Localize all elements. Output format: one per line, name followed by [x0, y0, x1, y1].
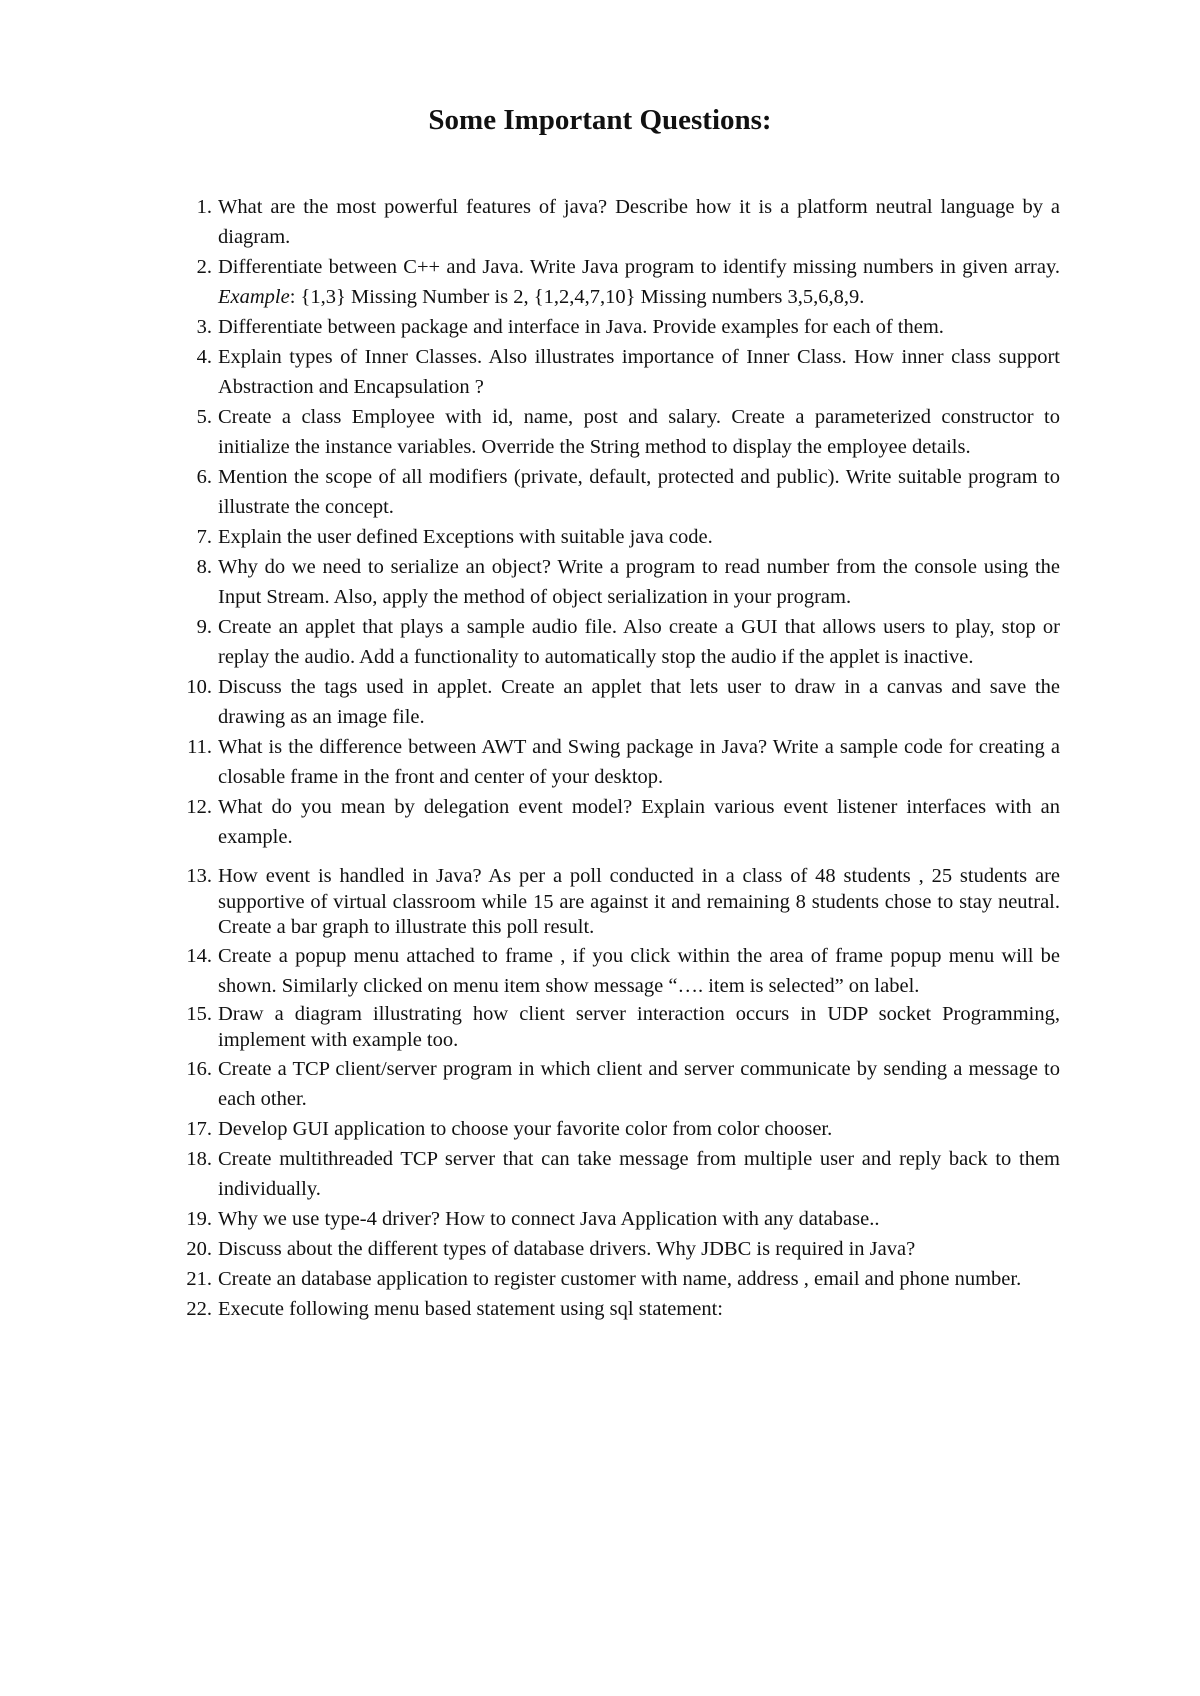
question-text: How event is handled in Java? As per a poll conducted in a class of 48 students , 25 students are supportive of virtual classroom while 15 are against it and remaining 8 students chose to stay neutral. Create a bar graph to illustrate this poll result.	[218, 865, 1060, 938]
question-item	[176, 941, 1060, 1001]
question-number: 20.	[186, 1237, 212, 1260]
question-number: 6.	[196, 466, 212, 488]
question-text: Differentiate between package and interface in Java. Provide examples for each of them.	[218, 316, 944, 338]
question-number: 2.	[196, 256, 212, 278]
question-text	[218, 256, 1060, 308]
question-item	[176, 1144, 1060, 1204]
question-text: Create a TCP client/server program in which client and server communicate by sending a message to each other.	[218, 1057, 1060, 1110]
question-number: 15.	[186, 1002, 212, 1025]
question-text: What are the most powerful features of java? Describe how it is a platform neutral language by a diagram.	[218, 196, 1060, 248]
question-text-part: Differentiate between C++ and Java. Write Java program to identify missing numbers in given array.	[218, 256, 1060, 278]
question-item	[176, 792, 1060, 852]
question-text: Develop GUI application to choose your favorite color from color chooser.	[218, 1117, 833, 1140]
question-list	[176, 192, 1060, 1324]
question-text: Discuss the tags used in applet. Create an applet that lets user to draw in a canvas and save the drawing as an image file.	[218, 676, 1060, 728]
example-emphasis: Example	[218, 286, 290, 308]
question-text: Create multithreaded TCP server that can take message from multiple user and reply back to them individually.	[218, 1147, 1060, 1200]
question-item	[176, 1204, 1060, 1234]
question-item	[176, 1054, 1060, 1114]
question-number: 1.	[196, 196, 212, 218]
question-item	[176, 252, 1060, 312]
question-number: 14.	[186, 944, 212, 967]
question-number: 13.	[186, 865, 212, 887]
question-number: 8.	[196, 556, 212, 578]
question-number: 18.	[186, 1147, 212, 1170]
question-number: 10.	[186, 676, 212, 698]
question-item	[176, 522, 1060, 552]
question-text: Create an applet that plays a sample audio file. Also create a GUI that allows users to play, stop or replay the audio. Add a functionality to automatically stop the audio if the applet is inactive.	[218, 616, 1060, 668]
question-text: Create an database application to register customer with name, address , email and phone number.	[218, 1267, 1022, 1290]
question-item	[176, 552, 1060, 612]
question-text: Execute following menu based statement using sql statement:	[218, 1297, 723, 1320]
question-number: 4.	[196, 346, 212, 368]
question-item	[176, 1001, 1060, 1054]
question-text: Draw a diagram illustrating how client server interaction occurs in UDP socket Programming, implement with example too.	[218, 1002, 1060, 1051]
question-item	[176, 1294, 1060, 1324]
question-text: Why do we need to serialize an object? Write a program to read number from the console using the Input Stream. Also, apply the method of object serialization in your program.	[218, 556, 1060, 608]
question-text: What is the difference between AWT and Swing package in Java? Write a sample code for creating a closable frame in the front and center of your desktop.	[218, 736, 1060, 788]
question-item	[176, 612, 1060, 672]
question-number: 17.	[186, 1117, 212, 1140]
question-text: Explain types of Inner Classes. Also illustrates importance of Inner Class. How inner class support Abstraction and Encapsulation ?	[218, 346, 1060, 398]
question-item	[176, 864, 1060, 941]
question-text: Create a popup menu attached to frame , if you click within the area of frame popup menu will be shown. Similarly clicked on menu item show message “…. item is selected” on label.	[218, 944, 1060, 997]
question-number: 12.	[186, 796, 212, 818]
page-title: Some Important Questions:	[428, 104, 772, 136]
question-number: 19.	[186, 1207, 212, 1230]
question-number: 9.	[196, 616, 212, 638]
question-item	[176, 312, 1060, 342]
question-item	[176, 672, 1060, 732]
question-number: 21.	[186, 1267, 212, 1290]
question-item	[176, 1264, 1060, 1294]
question-number: 3.	[196, 316, 212, 338]
question-number: 7.	[196, 526, 212, 548]
question-number: 11.	[187, 736, 212, 758]
question-text: Mention the scope of all modifiers (private, default, protected and public). Write suitable program to illustrate the concept.	[218, 466, 1060, 518]
question-text: Why we use type-4 driver? How to connect Java Application with any database..	[218, 1207, 880, 1230]
question-item	[176, 1114, 1060, 1144]
question-text: What do you mean by delegation event model? Explain various event listener interfaces with an example.	[218, 796, 1060, 848]
question-item	[176, 1234, 1060, 1264]
question-item	[176, 192, 1060, 252]
question-text: Explain the user defined Exceptions with suitable java code.	[218, 526, 713, 548]
question-item	[176, 462, 1060, 522]
question-text-part: : {1,3} Missing Number is 2, {1,2,4,7,10} Missing numbers 3,5,6,8,9.	[289, 286, 865, 308]
question-item	[176, 402, 1060, 462]
question-number: 16.	[186, 1057, 212, 1080]
question-number: 5.	[196, 406, 212, 428]
question-item	[176, 342, 1060, 402]
question-item	[176, 732, 1060, 792]
question-text: Discuss about the different types of database drivers. Why JDBC is required in Java?	[218, 1237, 916, 1260]
question-text: Create a class Employee with id, name, post and salary. Create a parameterized constructor to initialize the instance variables. Override the String method to display the employee details.	[218, 406, 1060, 458]
question-number: 22.	[186, 1297, 212, 1320]
